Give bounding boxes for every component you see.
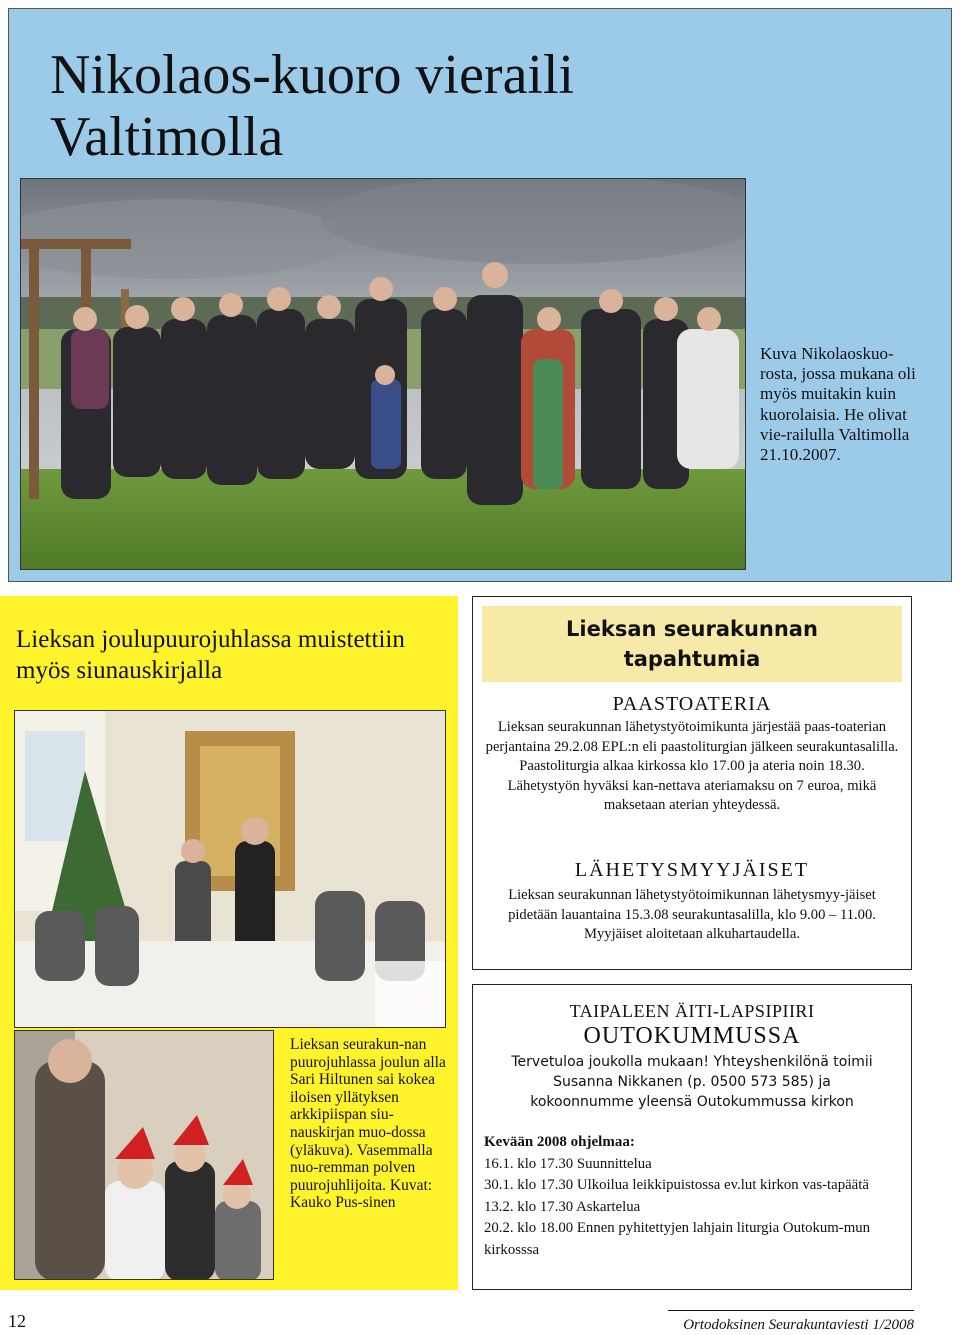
paastoateria-text: Lieksan seurakunnan lähetystyötoimikunta järjestää paas-toaterian perjantaina 29.2.08 EPL:n eli paastoliturgian jälkeen seurakuntasalilla. Paastoliturgia alkaa kirkossa klo 17.00 ja ateria noin 18.30. Lähetystyön hyväksi kan-nettava ateriamaksu on 7 euroa, mikä maksetaan aterian yhteydessä. (485, 719, 899, 813)
choir-photo-caption: Kuva Nikolaoskuo-rosta, jossa mukana oli myös muitakin kuin kuorolaisia. He olivat vie-railulla Valtimolla 21.10.2007. (760, 344, 916, 465)
program-item: 16.1. klo 17.30 Suunnittelua (484, 1156, 652, 1172)
myyjaiset-heading: LÄHETYSMYYJÄISET (574, 859, 810, 881)
taipale-title-line1: TAIPALEEN ÄITI-LAPSIPIIRI (569, 1001, 815, 1021)
program-item: 20.2. klo 18.00 Ennen pyhitettyjen lahjain liturgia Outokum-mun kirkosssa (484, 1220, 871, 1258)
myyjaiset-text: Lieksan seurakunnan lähetystyötoimikunnan lähetysmyy-jäiset pidetään lauantaina 15.3.08 seurakuntasalilla, klo 9.00 – 11.00. Myyjäiset aloitetaan alkuhartaudella. (508, 887, 876, 942)
events-title (482, 614, 902, 674)
page-number: 12 (8, 1311, 26, 1331)
publication-name: Ortodoksinen Seurakuntaviesti 1/2008 (683, 1317, 914, 1333)
program-item: 30.1. klo 17.30 Ulkoilua leikkipuistossa ev.lut kirkon vas-tapäätä (484, 1177, 869, 1194)
yellow-article-title: Lieksan joulupuurojuhlassa muistettiin myös siunauskirjalla (16, 626, 405, 684)
paastoateria-heading: PAASTOATERIA (612, 693, 772, 715)
children-santa-hats-photo (14, 1030, 274, 1280)
yellow-article-caption: Lieksan seurakun-nan puurojuhlassa joulun alla Sari Hiltunen sai kokea iloisen yllätyksen arkkipiispan siu-nauskirjan muo-dossa (yläkuva). Vasemmalla nuo-remman polven puurojuhlijoita. Kuvat: Kauko Pus-sinen (290, 1036, 446, 1212)
taipale-title-line2: OUTOKUMMUSSA (583, 1023, 801, 1049)
choir-group-photo (20, 178, 746, 570)
program-item: 13.2. klo 17.30 Askartelua (484, 1198, 641, 1215)
program-title: Kevään 2008 ohjelmaa: (484, 1134, 635, 1150)
taipale-intro: Tervetuloa joukolla mukaan! Yhteyshenkilönä toimii Susanna Nikkanen (p. 0500 573 585) ja kokoonnumme yleensä Outokummussa kirkon (511, 1054, 873, 1110)
events-title-line2: tapahtumia (623, 647, 761, 671)
top-article-title: Nikolaos-kuoro vieraili Valtimolla (50, 44, 575, 168)
program-list (484, 1154, 904, 1261)
events-title-line1: Lieksan seurakunnan (566, 617, 818, 641)
christmas-party-photo (14, 710, 446, 1028)
footer-rule (668, 1310, 914, 1311)
